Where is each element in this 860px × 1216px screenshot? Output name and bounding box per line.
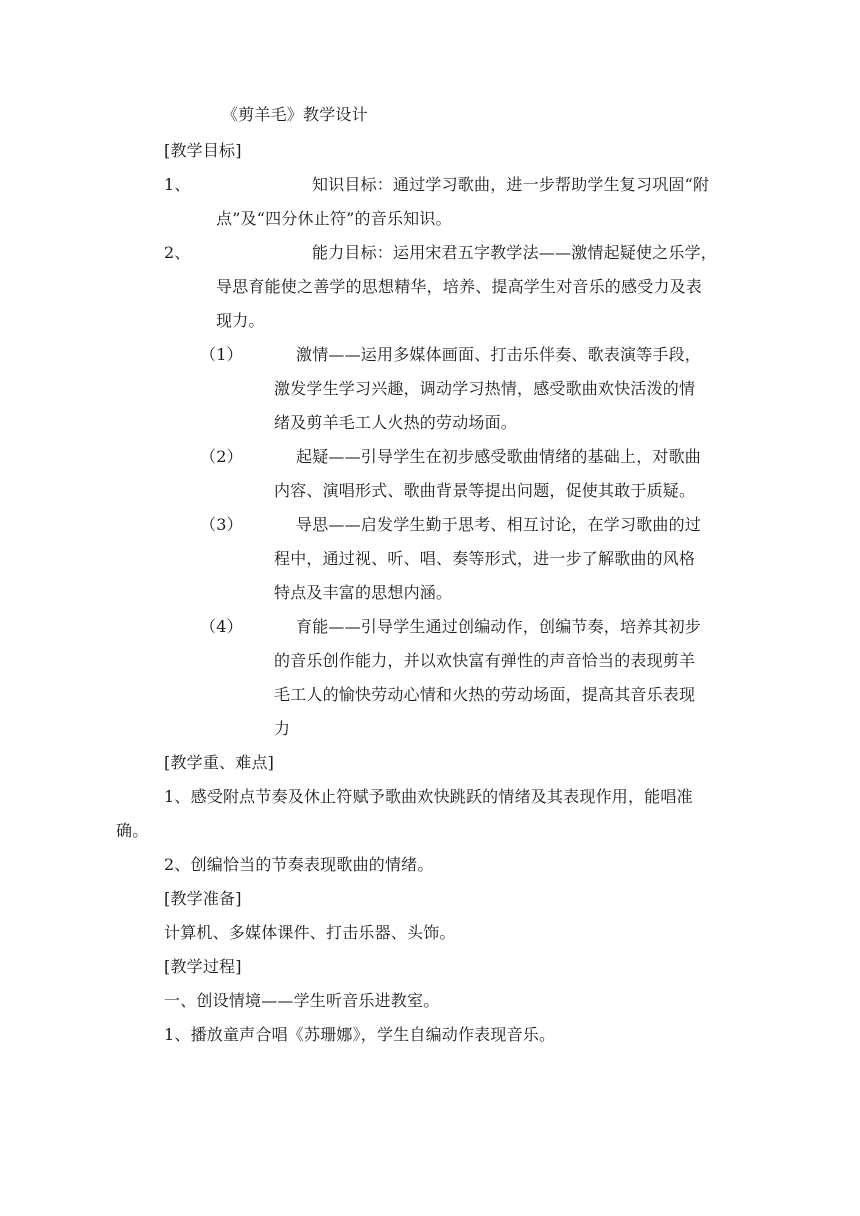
goal-2-number: 2、 [164, 243, 191, 262]
sub-4-line-4: 力 [274, 719, 291, 738]
sub-2-line-1: 起疑——引导学生在初步感受歌曲情绪的基础上，对歌曲 [296, 447, 702, 466]
key-point-1-line-1: 1、感受附点节奏及休止符赋予歌曲欢快跳跃的情绪及其表现作用，能唱准 [164, 787, 693, 806]
sub-1-line-2: 激发学生学习兴趣，调动学习热情，感受歌曲欢快活泼的情 [274, 379, 696, 398]
goal-1-line-2: 点”及“四分休止符”的音乐知识。 [216, 209, 452, 228]
section-heading-goals: [教学目标] [164, 141, 242, 160]
sub-3-line-3: 特点及丰富的思想内涵。 [274, 583, 453, 602]
goal-1-line-1: 知识目标：通过学习歌曲，进一步帮助学生复习巩固“附 [312, 175, 710, 194]
goal-2-line-3: 现力。 [216, 311, 265, 330]
preparation-text: 计算机、多媒体课件、打击乐器、头饰。 [164, 923, 456, 942]
key-point-2: 2、创编恰当的节奏表现歌曲的情绪。 [164, 855, 434, 874]
sub-1-line-3: 绪及剪羊毛工人火热的劳动场面。 [274, 413, 518, 432]
goal-2-line-1: 能力目标：运用宋君五字教学法——激情起疑使之乐学， [312, 243, 718, 262]
section-heading-key-points: [教学重、难点] [164, 753, 275, 772]
sub-4-line-3: 毛工人的愉快劳动心情和火热的劳动场面，提高其音乐表现 [274, 685, 696, 704]
sub-2-line-2: 内容、演唱形式、歌曲背景等提出问题，促使其敢于质疑。 [274, 481, 696, 500]
sub-4-number: （4） [200, 617, 243, 636]
sub-3-line-1: 导思——启发学生勤于思考、相互讨论，在学习歌曲的过 [296, 515, 702, 534]
sub-3-line-2: 程中，通过视、听、唱、奏等形式，进一步了解歌曲的风格 [274, 549, 696, 568]
process-step-1-1: 1、播放童声合唱《苏珊娜》，学生自编动作表现音乐。 [164, 1025, 556, 1044]
document-title: 《剪羊毛》教学设计 [222, 105, 368, 124]
sub-3-number: （3） [200, 515, 243, 534]
section-heading-preparation: [教学准备] [164, 889, 242, 908]
section-heading-process: [教学过程] [164, 957, 242, 976]
goal-1-number: 1、 [164, 175, 191, 194]
process-step-1: 一、创设情境——学生听音乐进教室。 [164, 991, 440, 1010]
key-point-1-line-2: 确。 [116, 821, 149, 840]
goal-2-line-2: 导思育能使之善学的思想精华，培养、提高学生对音乐的感受力及表 [216, 277, 703, 296]
sub-2-number: （2） [200, 447, 243, 466]
sub-1-line-1: 激情——运用多媒体画面、打击乐伴奏、歌表演等手段， [296, 345, 702, 364]
sub-4-line-1: 育能——引导学生通过创编动作，创编节奏，培养其初步 [296, 617, 702, 636]
sub-1-number: （1） [200, 345, 243, 364]
sub-4-line-2: 的音乐创作能力，并以欢快富有弹性的声音恰当的表现剪羊 [274, 651, 696, 670]
